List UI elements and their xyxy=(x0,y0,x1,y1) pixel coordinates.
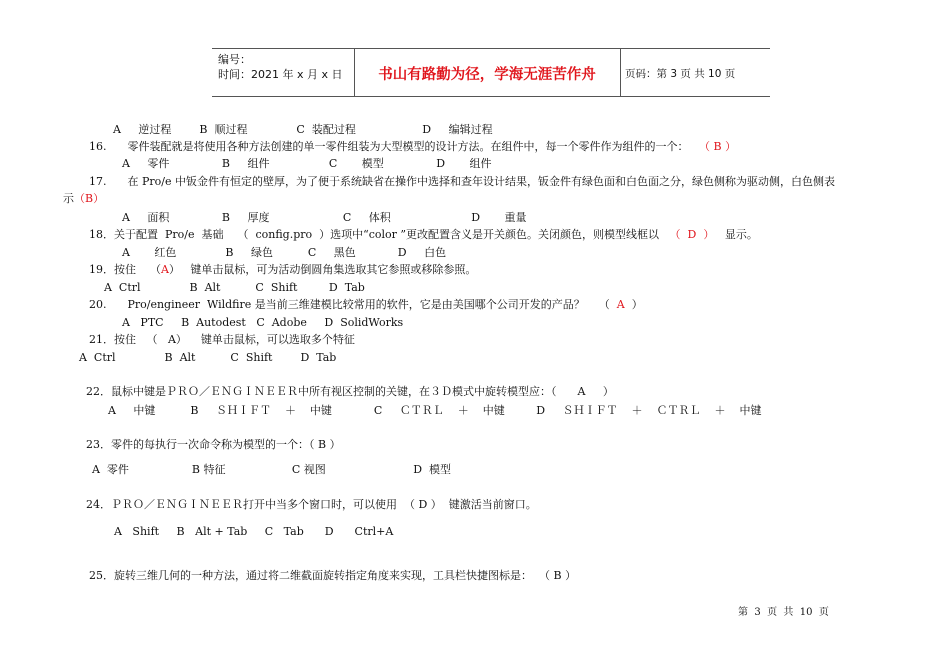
answer-20: A xyxy=(616,298,625,311)
header-divider xyxy=(620,49,621,96)
question-23: 23．零件的每执行一次命令称为模型的一个：（ B ） xyxy=(86,438,341,451)
q20-options: A PTC B Autodest C Adobe D SolidWorks xyxy=(122,316,404,329)
page-footer: 第 3 页 共 10 页 xyxy=(738,607,829,618)
question-24: 24．ＰＲＯ／ＥＮＧＩＮＥＥＲ打开中当多个窗口时，可以使用 （ D ） 键激活当前窗口。 xyxy=(86,498,537,511)
q21-options: A Ctrl B Alt C Shift D Tab xyxy=(79,351,337,364)
answer-17: B xyxy=(85,192,94,205)
header-info xyxy=(218,52,343,82)
header-motto: 书山有路勤为径，学海无涯苦作舟 xyxy=(378,67,596,83)
answer-18: D xyxy=(687,228,697,241)
header-time: 时间：2021 年 x 月 x 日 xyxy=(218,68,343,81)
question-25: 25．旋转三维几何的一种方法，通过将二维截面旋转指定角度来实现，工具栏快捷图标是： （ B ） xyxy=(89,569,577,582)
question-20: 20. Pro/engineer Wildfire 是当前三维建模比较常用的软件，它是由美国哪个公司开发的产品？ （ A ） xyxy=(89,298,643,311)
answer-19: A xyxy=(160,263,169,276)
q18-options: A 红色 B 绿色 C 黑色 D 白色 xyxy=(122,246,447,259)
question-22: 22．鼠标中键是ＰＲＯ／ＥＮＧＩＮＥＥＲ中所有视区控制的关键，在３Ｄ模式中旋转模型应：（ A ） xyxy=(86,385,614,398)
header-serial: 编号： xyxy=(218,53,251,66)
q22-options: A 中键 B ＳＨＩＦＴ ＋ 中键 C ＣＴＲＬ ＋ 中键 D ＳＨＩＦＴ ＋ ＣＴＲＬ ＋ 中键 xyxy=(108,404,762,417)
question-19: 19．按住 （A） 键单击鼠标，可为活动倒圆角集选取其它参照或移除参照。 xyxy=(89,263,477,276)
q23-options: A 零件 B 特征 C 视图 D 模型 xyxy=(92,463,452,476)
q16-options: A 零件 B 组件 C 模型 D 组件 xyxy=(122,157,492,170)
header-page-number: 页码：第 3 页 共 10 页 xyxy=(625,68,736,80)
q19-options: A Ctrl B Alt C Shift D Tab xyxy=(104,281,365,294)
question-21: 21．按住 （ A） 键单击鼠标，可以选取多个特征 xyxy=(89,333,355,346)
q15-options: A 逆过程 B 顺过程 C 装配过程 D 编辑过程 xyxy=(113,123,493,136)
answer-16: B xyxy=(713,140,722,153)
question-16: 16. 零件装配就是将使用各种方法创建的单一零件组装为大型模型的设计方法。在组件中，每一个零件作为组件的一个： （ B ） xyxy=(89,140,737,153)
question-17: 17. 在 Pro/e 中钣金件有恒定的壁厚，为了便于系统缺省在操作中选择和查年设计结果，钣金件有绿色面和白色面之分，绿色侧称为驱动侧，白色侧表 xyxy=(89,175,835,188)
question-18: 18．关于配置 Pro/e 基础 （ config.pro ）选项中“color ”更改配置含义是开关颜色。关闭颜色，则模型线框以 （ D ） 显示。 xyxy=(89,228,758,241)
question-17-cont: 示（B） xyxy=(63,192,105,205)
q24-options: A Shift B Alt + Tab C Tab D Ctrl+A xyxy=(114,525,394,538)
q17-options: A 面积 B 厚度 C 体积 D 重量 xyxy=(122,211,527,224)
page-header xyxy=(212,48,770,97)
